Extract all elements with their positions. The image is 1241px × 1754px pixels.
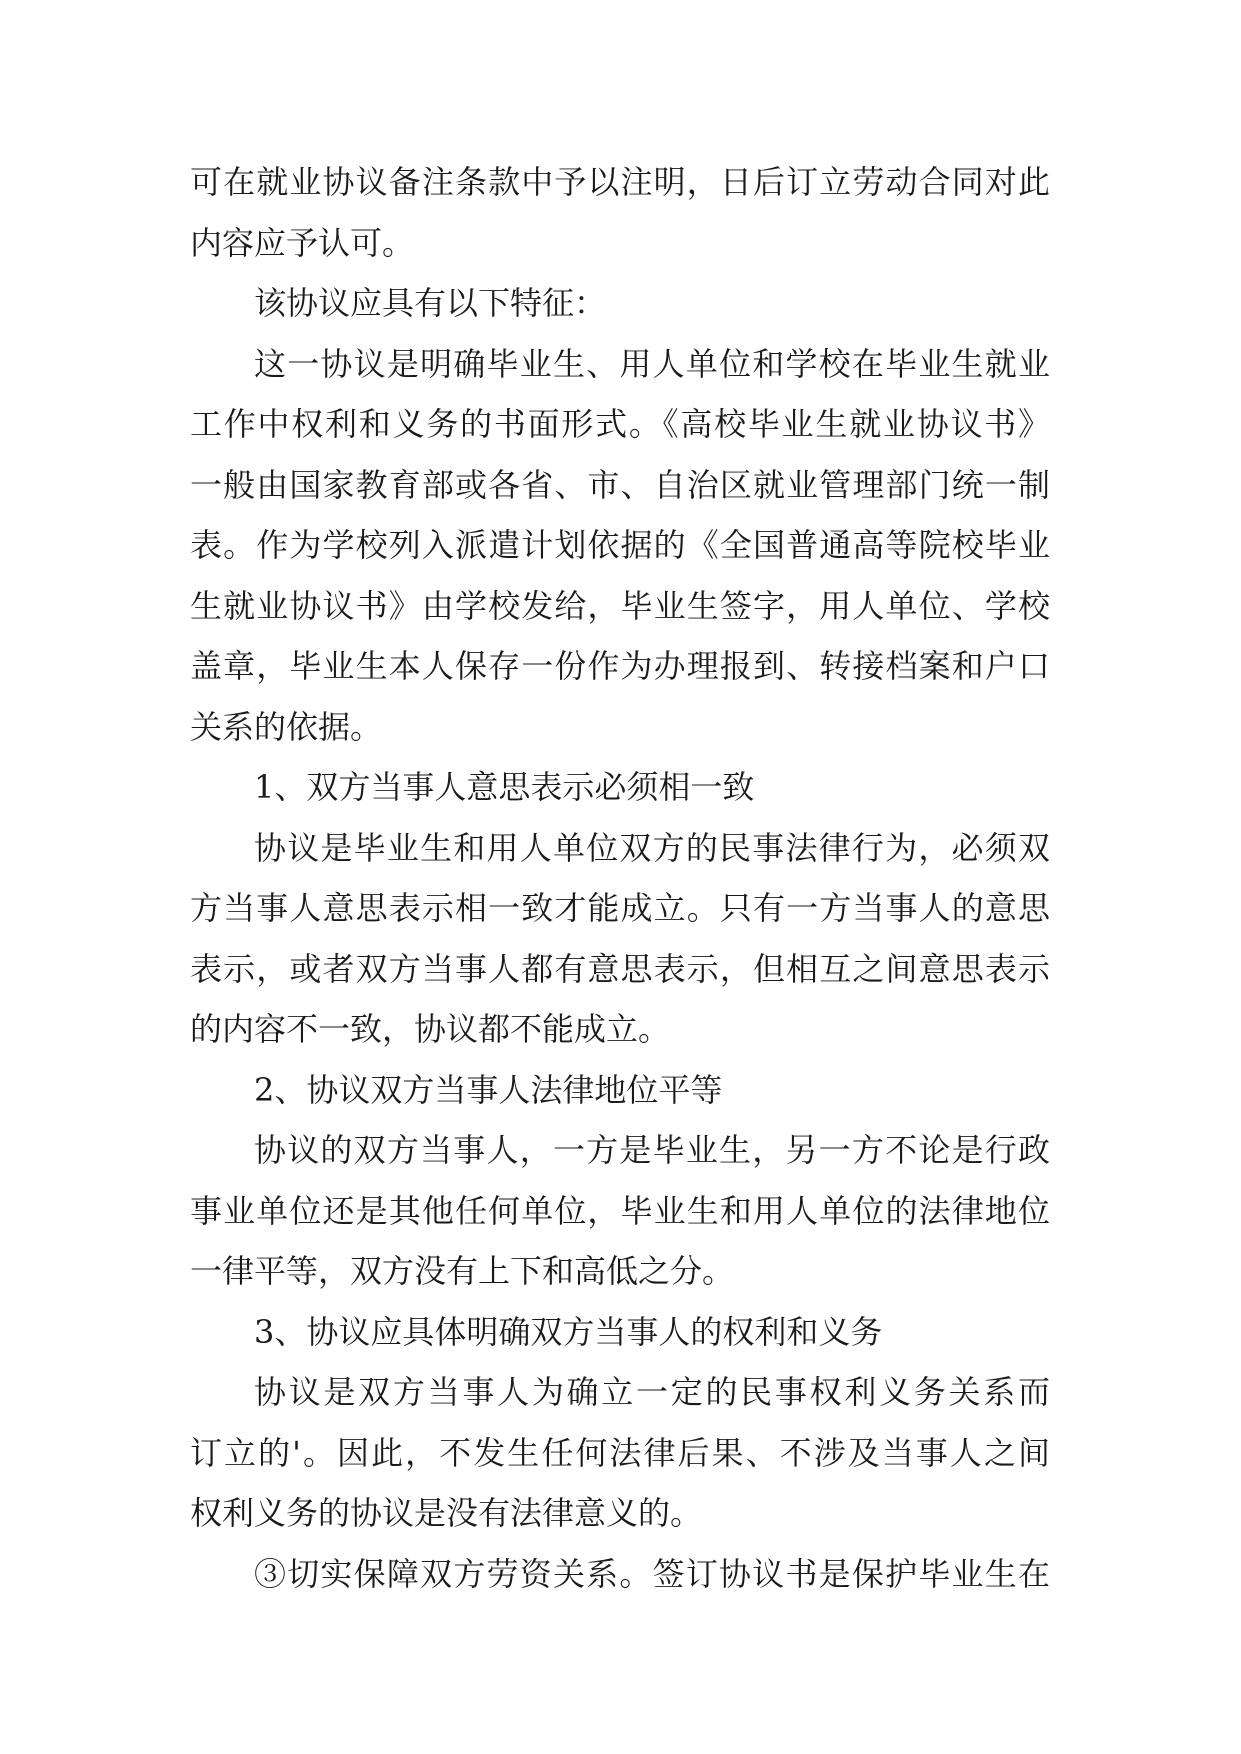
text-line: 内容应予认可。 bbox=[190, 223, 415, 262]
text-line: 可在就业协议备注条款中予以注明，日后订立劳动合同对此 bbox=[190, 163, 1050, 201]
text-line: 表。作为学校列入派遣计划依据的《全国普通高等院校毕业 bbox=[190, 526, 1050, 564]
text-line: 订立的'。因此，不发生任何法律后果、不涉及当事人之间 bbox=[190, 1433, 1050, 1472]
text-line: 该协议应具有以下特征： bbox=[254, 284, 607, 322]
text-line: 盖章，毕业生本人保存一份作为办理报到、转接档案和户口 bbox=[190, 647, 1050, 685]
text-line: ③切实保障双方劳资关系。签订协议书是保护毕业生在 bbox=[254, 1554, 1050, 1593]
text-line: 生就业协议书》由学校发给，毕业生签字，用人单位、学校 bbox=[190, 586, 1050, 625]
text-line: 表示，或者双方当事人都有意思表示，但相互之间意思表示 bbox=[190, 949, 1050, 988]
text-line: 工作中权利和义务的书面形式。《高校毕业生就业协议书》 bbox=[190, 405, 1050, 443]
body-text bbox=[190, 152, 1050, 1604]
text-line: 关系的依据。 bbox=[190, 707, 383, 746]
text-line: 协议是毕业生和用人单位双方的民事法律行为，必须双 bbox=[254, 828, 1050, 867]
text-line: 事业单位还是其他任何单位，毕业生和用人单位的法律地位 bbox=[190, 1191, 1050, 1230]
text-line: 这一协议是明确毕业生、用人单位和学校在毕业生就业 bbox=[254, 344, 1050, 383]
text-line: 协议的双方当事人，一方是毕业生，另一方不论是行政 bbox=[254, 1131, 1050, 1169]
section-heading: 3、协议应具体明确双方当事人的权利和义务 bbox=[254, 1312, 883, 1351]
text-line: 的内容不一致，协议都不能成立。 bbox=[190, 1010, 671, 1048]
section-heading: 1、双方当事人意思表示必须相一致 bbox=[254, 768, 755, 806]
text-line: 权利义务的协议是没有法律意义的。 bbox=[190, 1494, 703, 1532]
text-line: 一般由国家教育部或各省、市、自治区就业管理部门统一制 bbox=[190, 465, 1050, 504]
text-line: 协议是双方当事人为确立一定的民事权利义务关系而 bbox=[254, 1373, 1050, 1411]
text-line: 方当事人意思表示相一致才能成立。只有一方当事人的意思 bbox=[190, 889, 1050, 927]
text-line: 一律平等，双方没有上下和高低之分。 bbox=[190, 1252, 735, 1290]
section-heading: 2、协议双方当事人法律地位平等 bbox=[254, 1070, 723, 1109]
